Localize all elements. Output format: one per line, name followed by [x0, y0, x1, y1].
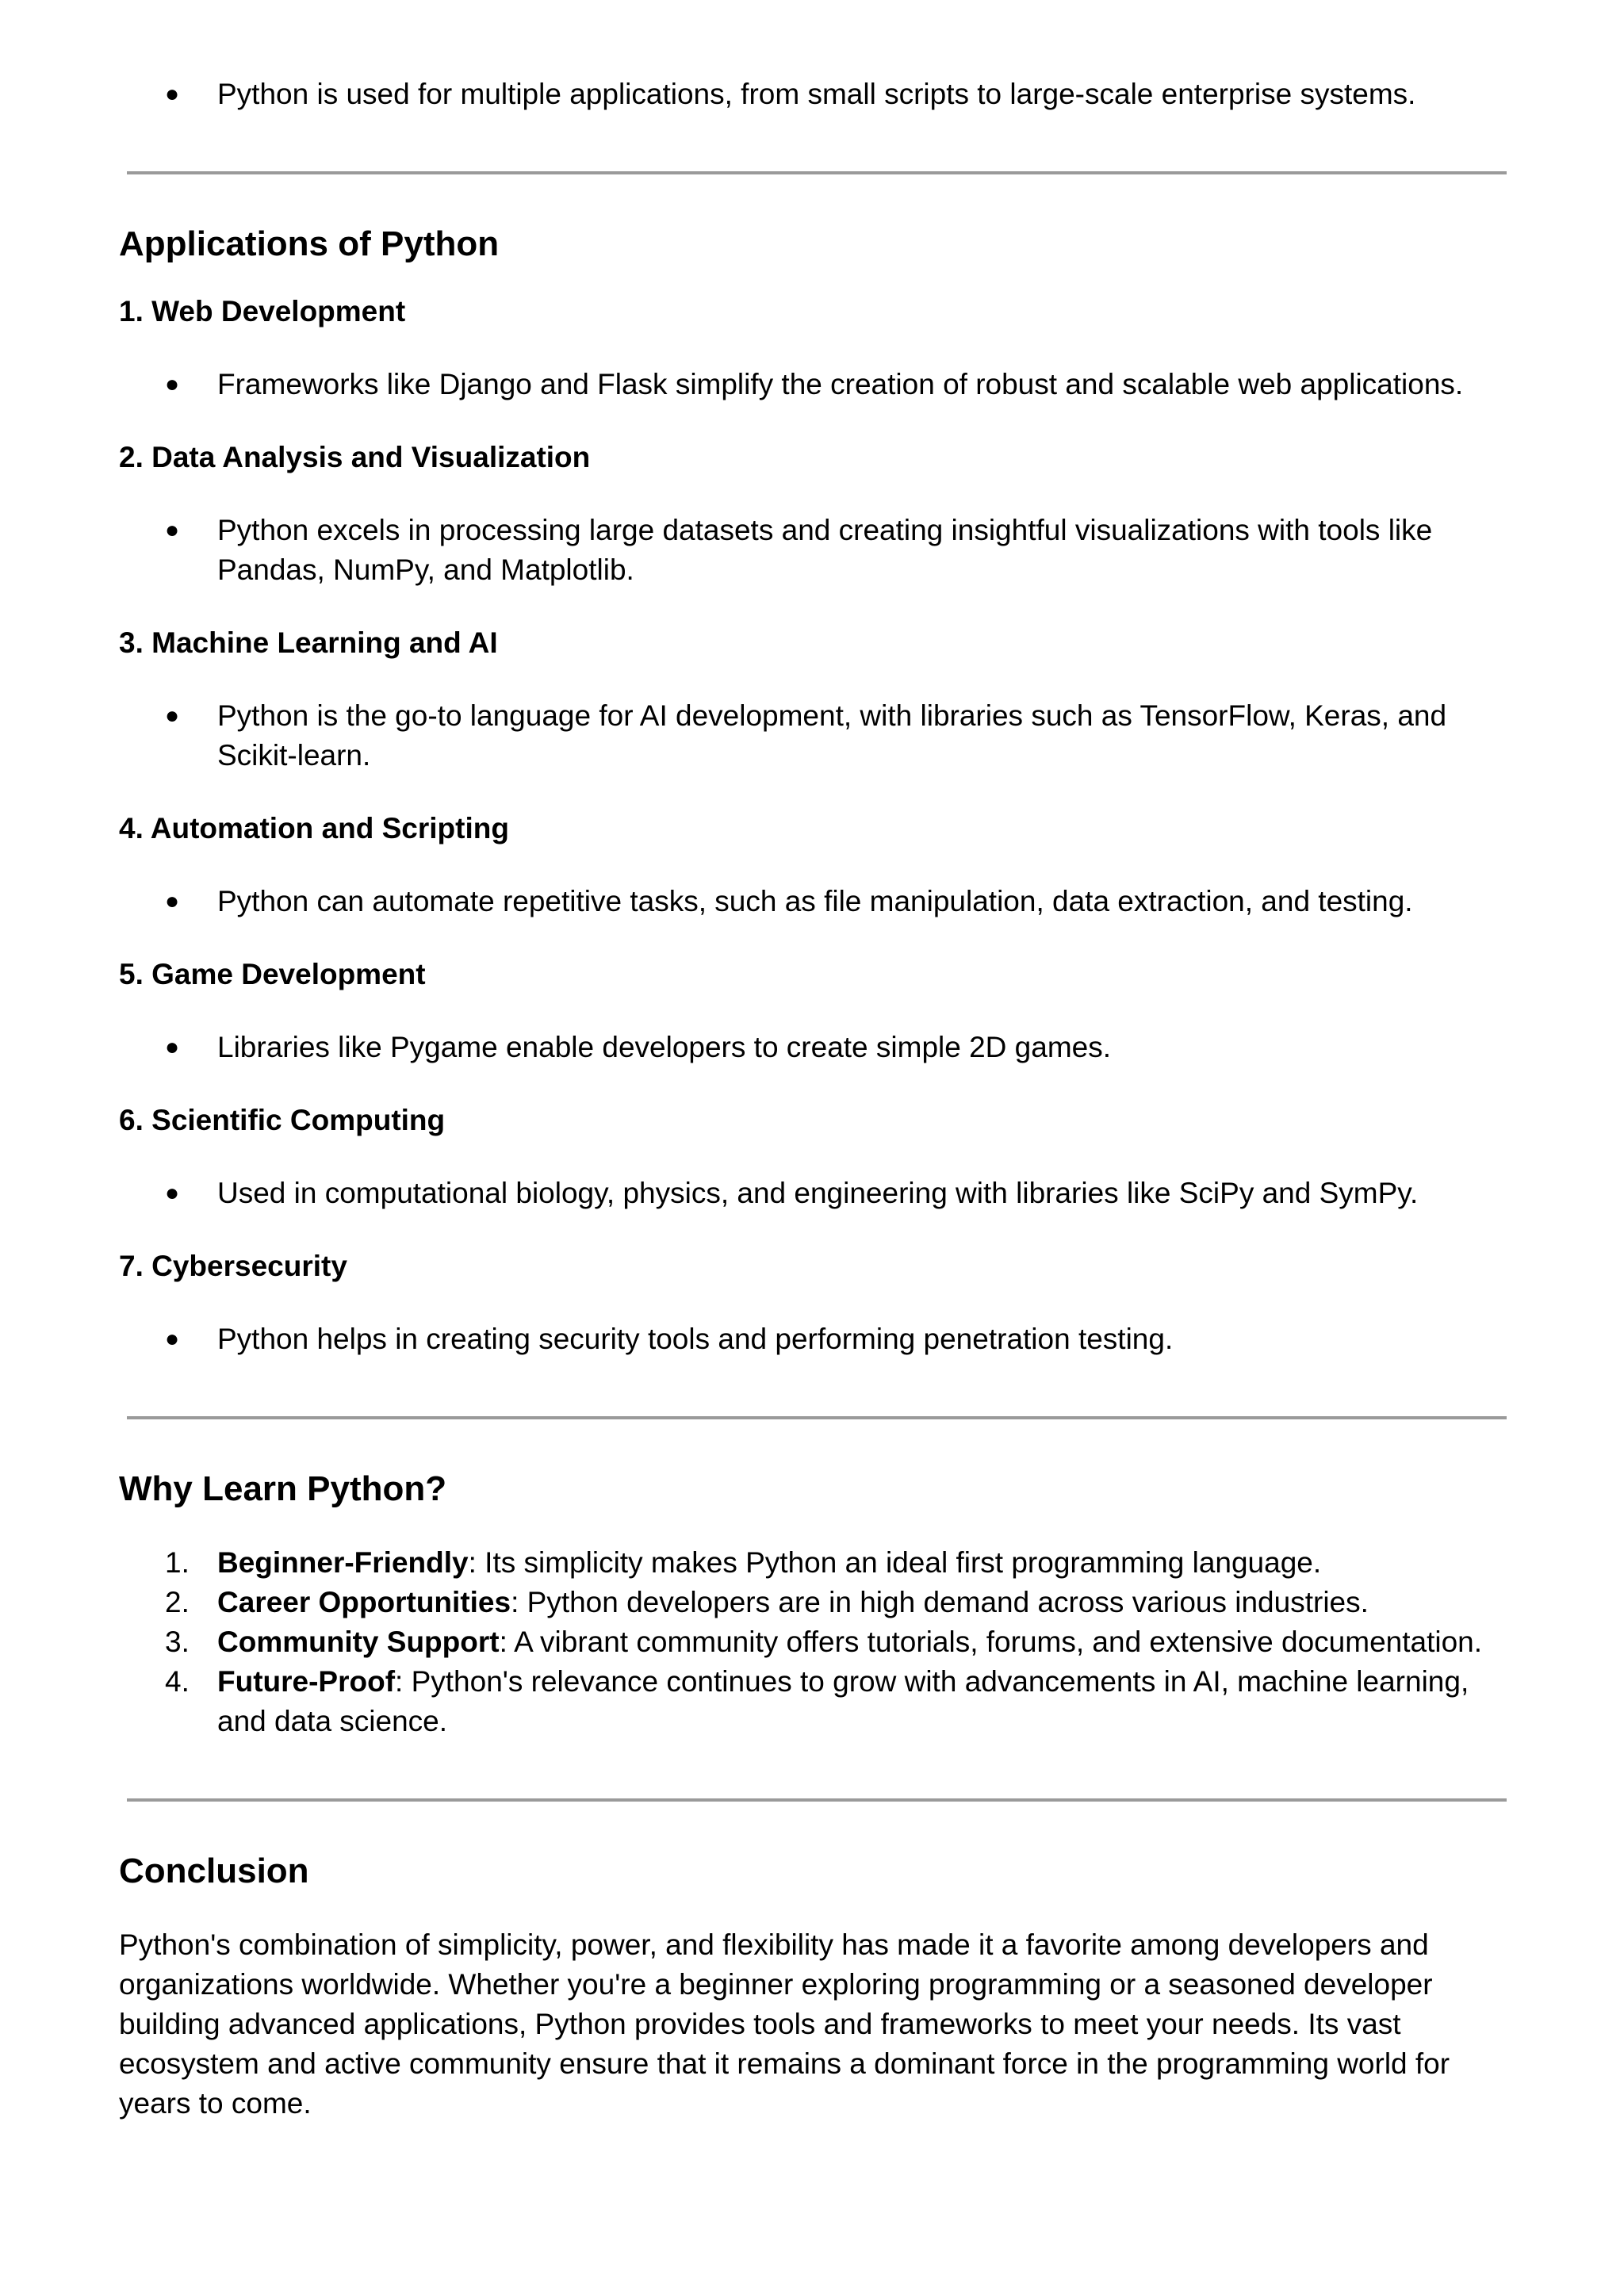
- why-item-term: Beginner-Friendly: [217, 1546, 469, 1579]
- app-title-cyber: 7. Cybersecurity: [119, 1250, 347, 1282]
- app-title-scientific: 6. Scientific Computing: [119, 1104, 446, 1136]
- why-item-term: Community Support: [217, 1626, 500, 1658]
- why-item-text: : A vibrant community offers tutorials, forums, and extensive documentation.: [499, 1626, 1483, 1658]
- app-title-automation: 4. Automation and Scripting: [119, 812, 509, 844]
- app-bullet-web: ● Frameworks like Django and Flask simplify the creation of robust and scalable web applications.: [119, 365, 1505, 404]
- conclusion-section: [119, 1849, 1505, 2124]
- why-item: [119, 1662, 1505, 1741]
- why-item-number: 3.: [165, 1626, 190, 1658]
- why-item-text: : Python's relevance continues to grow with advancements in AI, machine learning, and data science.: [217, 1665, 1469, 1737]
- conclusion-paragraph: Python's combination of simplicity, power, and flexibility has made it a favorite among developers and organizations worldwide. Whether you're a beginner exploring programming or a seasoned developer building advanced applications, Python provides tools and frameworks to meet your needs. Its vast ecosystem and active community ensure that it remains a dominant force in the programming world for years to come.: [119, 1928, 1450, 2120]
- why-item-number: 4.: [165, 1665, 190, 1698]
- app-bullet-cyber: ● Python helps in creating security tools and performing penetration testing.: [119, 1319, 1505, 1359]
- app-bullet-data: ● Python excels in processing large datasets and creating insightful visualizations with tools like Pandas, NumPy, and Matplotlib.: [119, 511, 1505, 590]
- why-item: [119, 1543, 1505, 1583]
- why-heading: Why Learn Python?: [119, 1469, 447, 1508]
- app-title-game: 5. Game Development: [119, 958, 426, 990]
- why-item-text: : Its simplicity makes Python an ideal first programming language.: [468, 1546, 1322, 1579]
- app-title-ml: 3. Machine Learning and AI: [119, 626, 498, 659]
- why-item: [119, 1583, 1505, 1622]
- app-title-web: 1. Web Development: [119, 295, 406, 327]
- applications-heading: Applications of Python: [119, 224, 500, 263]
- app-title-data: 2. Data Analysis and Visualization: [119, 441, 591, 473]
- why-list: [119, 1543, 1505, 1741]
- applications-list: [119, 292, 1505, 1359]
- why-item-term: Career Opportunities: [217, 1586, 511, 1618]
- intro-bullet: ● Python is used for multiple applications, from small scripts to large-scale enterprise systems.: [119, 75, 1505, 114]
- why-item: [119, 1622, 1505, 1662]
- why-item-text: : Python developers are in high demand across various industries.: [511, 1586, 1369, 1618]
- app-bullet-automation: ● Python can automate repetitive tasks, such as file manipulation, data extraction, and testing.: [119, 882, 1505, 921]
- why-item-term: Future-Proof: [217, 1665, 396, 1698]
- intro-list: [119, 75, 1505, 114]
- conclusion-heading: Conclusion: [119, 1852, 309, 1890]
- app-bullet-ml: ● Python is the go-to language for AI development, with libraries such as TensorFlow, Keras, and Scikit-learn.: [119, 696, 1505, 776]
- app-bullet-scientific: ● Used in computational biology, physics, and engineering with libraries like SciPy and SymPy.: [119, 1174, 1505, 1213]
- app-bullet-game: ● Libraries like Pygame enable developers to create simple 2D games.: [119, 1028, 1505, 1067]
- why-item-number: 1.: [165, 1546, 190, 1579]
- why-item-number: 2.: [165, 1586, 190, 1618]
